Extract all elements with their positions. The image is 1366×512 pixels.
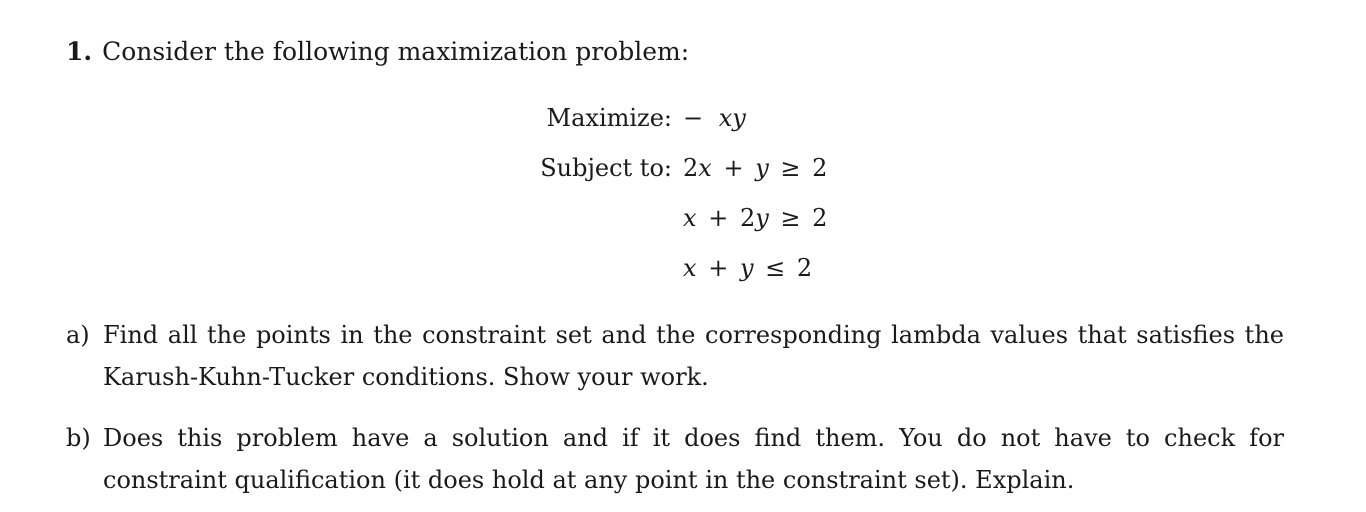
part-a-marker: a) — [66, 321, 90, 349]
part-a — [66, 314, 1284, 398]
constraint-3-var-y: y — [739, 254, 754, 282]
constraint-1-rhs: 2 — [812, 154, 828, 182]
problem-intro: Consider the following maximization problem: — [102, 37, 690, 66]
objective-row — [0, 98, 1366, 138]
constraint-row-2 — [0, 198, 1366, 238]
constraint-3 — [683, 248, 812, 288]
constraint-2-var-y: y — [755, 204, 769, 232]
part-a-text: Find all the points in the constraint set and the corresponding lambda values that satisfies the Karush-Kuhn-Tucker conditions. Show your work. — [103, 321, 1284, 391]
constraint-1-var-y: y — [755, 154, 769, 182]
constraint-3-relation: ≤ — [765, 254, 786, 282]
constraint-2-rhs: 2 — [812, 204, 828, 232]
constraint-3-plus: + — [708, 254, 729, 282]
constraint-1-var-x: x — [698, 154, 712, 182]
constraint-1-coef-x: 2 — [683, 154, 699, 182]
constraint-2-coef-y: 2 — [739, 204, 756, 232]
constraint-2-var-x: x — [683, 204, 697, 232]
constraint-1 — [683, 148, 827, 188]
objective-variables: xy — [718, 104, 746, 132]
constraint-3-var-x: x — [683, 254, 697, 282]
constraint-1-plus: + — [723, 154, 744, 182]
constraint-2 — [683, 198, 827, 238]
part-b — [66, 417, 1284, 501]
constraint-row-3 — [0, 248, 1366, 288]
problem-number: 1. — [66, 37, 93, 66]
constraint-row-1 — [0, 148, 1366, 188]
part-b-text: Does this problem have a solution and if it does find them. You do not have to check for constraint qualification (it does hold at any point in the constraint set). Explain. — [103, 424, 1284, 494]
part-b-marker: b) — [66, 424, 91, 452]
objective-expression — [683, 98, 746, 138]
constraint-2-relation: ≥ — [780, 204, 801, 232]
problem-heading — [66, 34, 689, 70]
objective-sign: − — [683, 104, 704, 132]
constraint-2-plus: + — [708, 204, 729, 232]
objective-label: Maximize: — [546, 104, 672, 132]
constraint-1-relation: ≥ — [780, 154, 801, 182]
constraint-3-rhs: 2 — [796, 254, 813, 282]
subject-to-label: Subject to: — [540, 154, 672, 182]
